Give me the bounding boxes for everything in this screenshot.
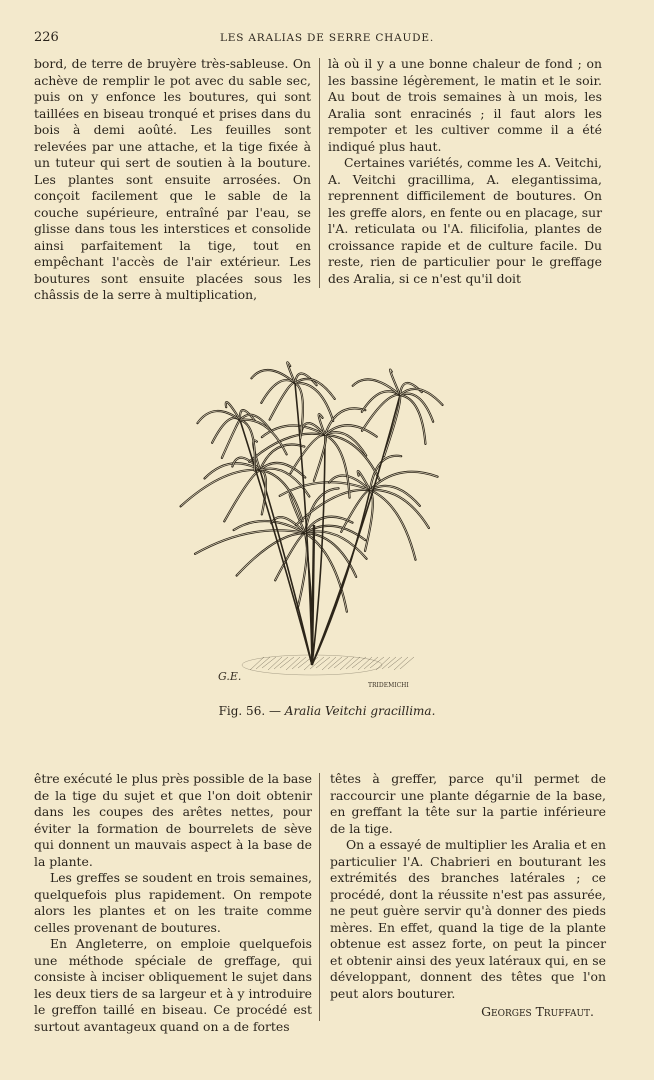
paragraph: bord, de terre de bruyère très-sableuse. On achève de remplir le pot avec du sable sec, puis on y enfonce les boutures, qui sont taillées en biseau tronqué et prises dans du bois à demi aoûté. Les feuilles sont relevées par une attache, et la tige fixée à un tuteur qui sert de soutien à la bouture. Les plantes sont ensuite arrosées. On conçoit facilement que le sable de la couche supérieure, entraîné par l'eau, se glisse dans tous les interstices et consolide ainsi parfaitement la tige, tout en empêchant l'accès de l'air extérieur. Les boutures sont ensuite placées sous les châssis de la serre à multiplication, [34,56,311,302]
column-top-right [328,56,602,287]
column-divider-top [319,58,320,288]
page-header [34,30,620,52]
engraver-signature: TRIDEMICHI [368,682,409,689]
paragraph: Certaines variétés, comme les A. Veitchi, A. Veitchi gracillima, A. elegantissima, reprennent difficilement de boutures. On les greffe alors, en fente ou en placage, sur l'A. reticulata ou l'A. filicifolia, plantes de croissance rapide et de culture facile. Du reste, rien de particulier pour le greffage des Aralia, si ce n'est qu'il doit [328,155,602,286]
figure-caption [0,704,654,718]
ground-shading [242,655,414,675]
plant-leaves [181,362,443,665]
caption-title: Aralia Veitchi gracillima. [284,704,436,718]
paragraph: On a essayé de multiplier les Aralia et en particulier l'A. Chabrieri en bouturant les extrémités des branches latérales ; ce procédé, dont la réussite n'est pas assurée, ne peut guère servir qu'à donner des pieds mères. En effet, quand la tige de la plante obtenue est assez forte, on peut la pincer et obtenir ainsi des yeux latéraux qui, en se développant, donnent des têtes que l'on peut alors bouturer. [330,837,606,1001]
column-bottom-left [34,771,312,1035]
running-head: LES ARALIAS DE SERRE CHAUDE. [219,32,434,44]
aralia-engraving [100,335,540,695]
page-number: 226 [34,30,59,45]
paragraph: être exécuté le plus près possible de la base de la tige du sujet et que l'on doit obtenir dans les coupes des arêtes nettes, pour éviter la formation de bourrelets de sève qui donnent un mauvais aspect à la base de la plante. [34,771,312,869]
paragraph: En Angleterre, on emploie quelquefois une méthode spéciale de greffage, qui consiste à inciser obliquement le sujet dans les deux tiers de sa largeur et à y introduire le greffon taillé en biseau. Ce procédé est surtout avantageux quand on a de fortes [34,936,312,1034]
paragraph: Les greffes se soudent en trois semaines, quelquefois plus rapidement. On rempote alors les plantes et on les traite comme celles provenant de boutures. [34,870,312,935]
column-top-left [34,56,311,304]
paragraph: têtes à greffer, parce qu'il permet de raccourcir une plante dégarnie de la base, en greffant la tête sur la partie inférieure de la tige. [330,771,606,836]
paragraph: là où il y a une bonne chaleur de fond ; on les bassine légèrement, le matin et le soir. Au bout de trois semaines à un mois, les Aralia sont enracinés ; il faut alors les rempoter et les cultiver comme il a été indiqué plus haut. [328,56,602,154]
engraver-initials: G.E. [218,670,242,683]
column-bottom-right [330,771,606,1021]
author-signature: Georges Truffaut. [481,1004,594,1019]
figure-illustration [100,335,540,695]
caption-prefix: Fig. 56. — [218,704,281,718]
column-divider-bottom [319,773,320,1021]
